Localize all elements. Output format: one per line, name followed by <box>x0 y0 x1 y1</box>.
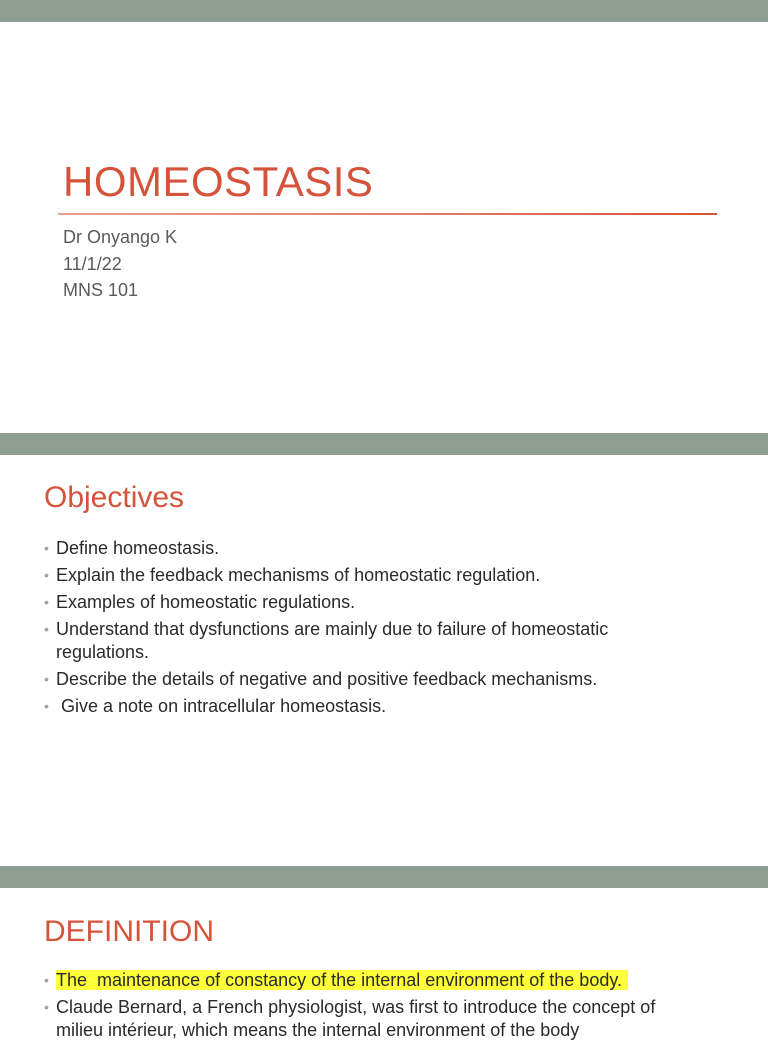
date-line: 11/1/22 <box>63 253 122 274</box>
list-item <box>44 537 694 560</box>
objectives-list <box>44 537 694 722</box>
slide-objectives <box>0 455 768 866</box>
list-item <box>44 969 684 992</box>
list-item-text: Describe the details of negative and positive feedback mechanisms. <box>56 669 598 689</box>
title-underline <box>58 213 717 215</box>
list-item-text: Give a note on intracellular homeostasis. <box>56 696 387 716</box>
list-item <box>44 591 694 614</box>
list-item <box>44 564 694 587</box>
definition-list <box>44 969 684 1046</box>
bullet-icon: • <box>44 999 49 1015</box>
list-item <box>44 618 694 664</box>
course-line: MNS 101 <box>63 280 139 300</box>
slide-title <box>0 22 768 433</box>
bullet-icon: • <box>44 540 49 556</box>
list-item-text: Explain the feedback mechanisms of homeostatic regulation. <box>56 565 541 585</box>
slide-title-heading: HOMEOSTASIS <box>63 158 374 205</box>
definition-heading: DEFINITION <box>44 915 214 948</box>
slide-subtitle <box>63 224 177 304</box>
bullet-icon: • <box>44 567 49 583</box>
bullet-icon: • <box>44 671 49 687</box>
slide-separator-1 <box>0 433 768 455</box>
list-item <box>44 695 694 718</box>
list-item-text: Examples of homeostatic regulations. <box>56 592 356 612</box>
highlighted-text: The maintenance of constancy of the internal environment of the body. <box>56 970 628 990</box>
list-item <box>44 996 684 1042</box>
list-item-text: Understand that dysfunctions are mainly due to failure of homeostatic regulations. <box>56 619 609 662</box>
objectives-heading: Objectives <box>44 481 185 514</box>
list-item-text: Claude Bernard, a French physiologist, was first to introduce the concept of milieu intérieur, which means the internal environment of the body <box>56 997 656 1040</box>
list-item <box>44 668 694 691</box>
slide-separator-2 <box>0 866 768 888</box>
bullet-icon: • <box>44 621 49 637</box>
slide-separator-top <box>0 0 768 22</box>
bullet-icon: • <box>44 698 49 714</box>
slide-definition <box>0 888 768 1040</box>
bullet-icon: • <box>44 594 49 610</box>
bullet-icon: • <box>44 972 49 988</box>
list-item-text: Define homeostasis. <box>56 538 220 558</box>
author-line: Dr Onyango K <box>63 227 178 247</box>
